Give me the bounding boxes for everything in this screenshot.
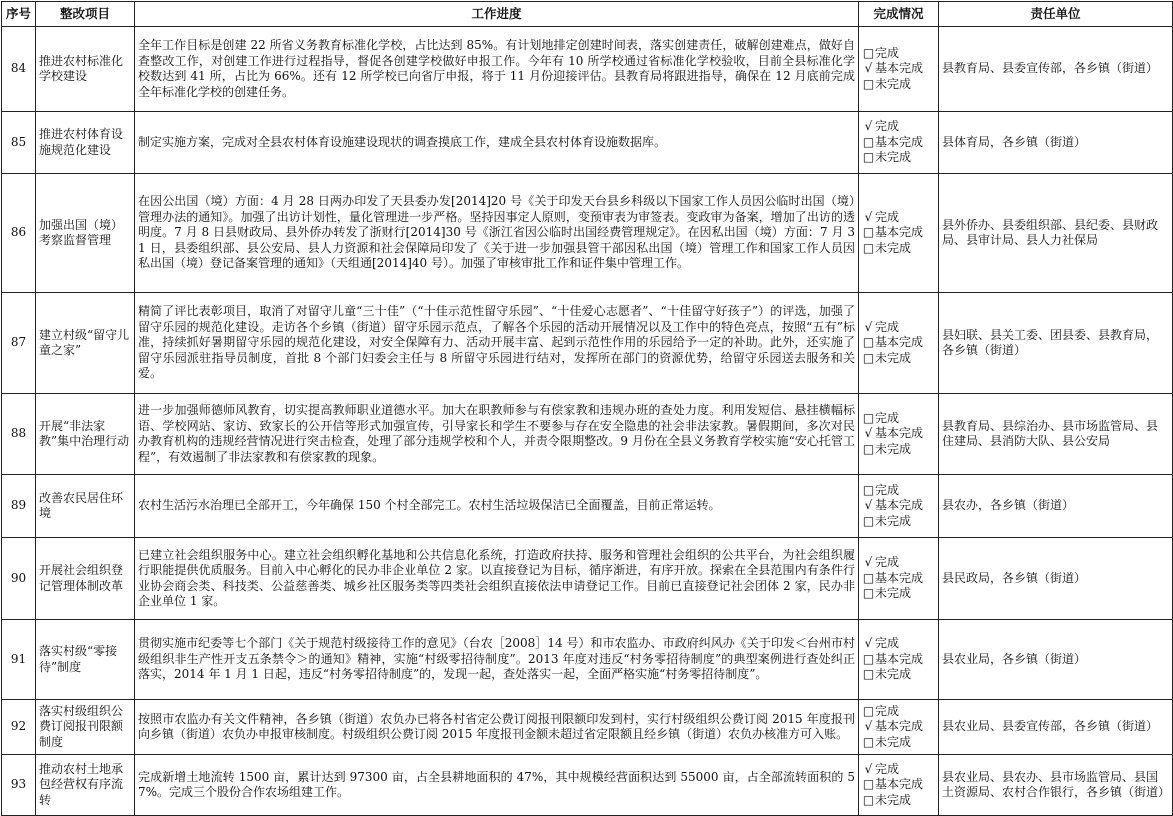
status-option <box>862 241 935 257</box>
status-option <box>862 652 935 668</box>
checkbox-icon: □ <box>862 667 875 682</box>
rectification-item: 推进农村标准化学校建设 <box>36 27 135 112</box>
status-option <box>862 135 935 151</box>
status-option-label: 基本完成 <box>875 570 924 585</box>
completion-status <box>859 394 939 475</box>
status-option-label: 完成 <box>875 761 900 776</box>
completion-status <box>859 293 939 394</box>
checkmark-icon: √ <box>864 761 873 776</box>
table-row <box>2 112 1173 174</box>
responsible-unit: 县教育局、县委宣传部，各乡镇（街道） <box>939 27 1173 112</box>
checkmark-icon: √ <box>864 209 873 224</box>
status-option <box>862 46 935 62</box>
responsible-unit: 县农业局、县委宣传部，各乡镇（街道） <box>939 700 1173 755</box>
rectification-item: 加强出国（境）考察监督管理 <box>36 174 135 293</box>
checkbox-icon: □ <box>862 410 875 425</box>
checkbox-icon: □ <box>862 513 875 528</box>
status-option <box>862 667 935 683</box>
table-row <box>2 475 1173 538</box>
row-number: 88 <box>2 394 36 475</box>
status-option-label: 基本完成 <box>875 61 924 76</box>
checkmark-icon: √ <box>864 61 873 76</box>
completion-status <box>859 620 939 700</box>
status-option <box>862 762 935 778</box>
status-option <box>862 320 935 336</box>
status-option-label: 未完成 <box>875 586 912 601</box>
status-option-label: 未完成 <box>875 441 912 456</box>
status-option-label: 基本完成 <box>875 426 924 441</box>
work-progress: 农村生活污水治理已全部开工，今年确保 150 个村全部完工。农村生活垃圾保洁已全面覆盖，目前正常运转。 <box>135 475 859 538</box>
row-number: 92 <box>2 700 36 755</box>
status-option-label: 基本完成 <box>875 777 924 792</box>
row-number: 84 <box>2 27 36 112</box>
work-progress: 精简了评比表彰项目，取消了对留守儿童“三十佳”（“十佳示范性留守乐园”、“十佳爱心志愿者”、“十佳留守好孩子”）的评选，加强了留守乐园的规范化建设。走访各个乡镇（街道）留守乐园示范点，了解各个乐园的活动开展情况以及工作中的特色亮点，按照“五有”标准，持续抓好暑期留守乐园的规范化建设，对安全保障有力、活动开展丰富、起到示范性作用的乐园给予一定的补助。此外，还实施了留守乐园派驻指导员制度，首批 8 个部门妇委会主任与 8 所留守乐园进行结对，发挥所在部门的资源优势，给留守乐园送去服务和关爱。 <box>135 293 859 394</box>
row-number: 93 <box>2 755 36 816</box>
responsible-unit: 县体育局，各乡镇（街道） <box>939 112 1173 174</box>
checkbox-icon: □ <box>862 350 875 365</box>
work-progress: 已建立社会组织服务中心。建立社会组织孵化基地和公共信息化系统，打造政府扶持、服务和管理社会组织的公共平台，为社会组织履行职能提供优质服务。目前入中心孵化的民办非企业单位 2 家。以直接登记为目标，循序渐进，有序开放。探索在全县范围内有条件行业协会商会类、科技类、公益慈善类、城乡社区服务类等四类社会组织直接依法申请登记工作。目前已直接登记社会团体 2 家，民办非企业单位 1 家。 <box>135 538 859 620</box>
rectification-item: 落实村级“零接待”制度 <box>36 620 135 700</box>
checkmark-icon: √ <box>864 636 873 651</box>
status-option-label: 未完成 <box>875 667 912 682</box>
work-progress: 制定实施方案，完成对全县农村体育设施建设现状的调查摸底工作，建成全县农村体育设施数据库。 <box>135 112 859 174</box>
status-option <box>862 119 935 135</box>
completion-status <box>859 700 939 755</box>
row-number: 91 <box>2 620 36 700</box>
work-progress: 贯彻实施市纪委等七个部门《关于规范村级接待工作的意见》（台农［2008］14 号）和市农监办、市政府纠风办《关于印发＜台州市村级组织非生产性开支五条禁令＞的通知》精神，实施“村级零招待制度”。2013 年度对违反“村务零招待制度”的典型案例进行查处纠正落实，2014 年 1 月 1 日起，违反“村务零招待制度”的，发现一起，查处落实一起，全面严格实施“村务零招待制度”。 <box>135 620 859 700</box>
status-option-label: 基本完成 <box>875 651 924 666</box>
status-option-label: 完成 <box>875 209 900 224</box>
status-option <box>862 735 935 751</box>
status-option <box>862 571 935 587</box>
header-unit: 责任单位 <box>939 2 1173 27</box>
checkbox-icon: □ <box>862 586 875 601</box>
completion-status <box>859 27 939 112</box>
status-option <box>862 77 935 93</box>
status-option-label: 未完成 <box>875 150 912 165</box>
completion-status <box>859 538 939 620</box>
checkmark-icon: √ <box>864 319 873 334</box>
checkbox-icon: □ <box>862 134 875 149</box>
status-option-label: 基本完成 <box>875 719 924 734</box>
header-status: 完成情况 <box>859 2 939 27</box>
checkbox-icon: □ <box>862 570 875 585</box>
rectification-item: 建立村级“留守儿童之家” <box>36 293 135 394</box>
completion-status <box>859 755 939 816</box>
table-row <box>2 27 1173 112</box>
row-number: 89 <box>2 475 36 538</box>
status-option <box>862 442 935 458</box>
checkmark-icon: √ <box>864 555 873 570</box>
responsible-unit: 县农业局、县农办、县市场监管局、县国土资源局、农村合作银行，各乡镇（街道） <box>939 755 1173 816</box>
checkbox-icon: □ <box>862 792 875 807</box>
status-option <box>862 150 935 166</box>
row-number: 85 <box>2 112 36 174</box>
status-option-label: 基本完成 <box>875 134 924 149</box>
status-option <box>862 426 935 442</box>
checkbox-icon: □ <box>862 651 875 666</box>
rectification-item: 推进农村体育设施规范化建设 <box>36 112 135 174</box>
rectification-item: 开展社会组织登记管理体制改革 <box>36 538 135 620</box>
status-option <box>862 555 935 571</box>
checkbox-icon: □ <box>862 225 875 240</box>
status-option-label: 未完成 <box>875 240 912 255</box>
table-row <box>2 293 1173 394</box>
status-option <box>862 514 935 530</box>
checkbox-icon: □ <box>862 777 875 792</box>
checkbox-icon: □ <box>862 150 875 165</box>
status-option <box>862 411 935 427</box>
rectification-table <box>1 1 1173 816</box>
checkbox-icon: □ <box>862 45 875 60</box>
status-option <box>862 498 935 514</box>
checkbox-icon: □ <box>862 335 875 350</box>
status-option <box>862 793 935 809</box>
status-option <box>862 719 935 735</box>
status-option <box>862 210 935 226</box>
status-option-label: 完成 <box>875 636 900 651</box>
work-progress: 进一步加强师德师风教育，切实提高教师职业道德水平。加大在职教师参与有偿家教和违规办班的查处力度。利用发短信、悬挂横幅标语、学校网站、家访、致家长的公开信等形式加强宣传，引导家长和学生不要参与存在安全隐患的社会非法家教。暑假期间，多次对民办教育机构的违规经营情况进行突击检查，处理了部分违规学校和个人，并责令限期整改。9 月份在全县义务教育学校实施“安心托管工程”，有效遏制了非法家教和有偿家教的现象。 <box>135 394 859 475</box>
status-option <box>862 636 935 652</box>
completion-status <box>859 112 939 174</box>
checkmark-icon: √ <box>864 498 873 513</box>
status-option-label: 完成 <box>875 45 900 60</box>
status-option <box>862 483 935 499</box>
status-option <box>862 704 935 720</box>
status-option <box>862 586 935 602</box>
checkbox-icon: □ <box>862 441 875 456</box>
work-progress: 按照市农监办有关文件精神，各乡镇（街道）农负办已将各村省定公费订阅报刊限额印发到村，实行村级组织公费订阅 2015 年度报刊向乡镇（街道）农负办申报审核制度。村级组织公费订阅 2015 年度报刊金额未超过省定限额且经乡镇（街道）农负办核准方可入账。 <box>135 700 859 755</box>
status-option-label: 未完成 <box>875 513 912 528</box>
header-item: 整改项目 <box>36 2 135 27</box>
status-option <box>862 225 935 241</box>
rectification-item: 改善农民居住环境 <box>36 475 135 538</box>
responsible-unit: 县农办，各乡镇（街道） <box>939 475 1173 538</box>
table-row <box>2 174 1173 293</box>
checkmark-icon: √ <box>864 426 873 441</box>
work-progress: 在因公出国（境）方面：4 月 28 日两办印发了天县委办发[2014]20 号《关于印发天台县乡科级以下国家工作人员因公临时出国（境）管理办法的通知》。加强了出访计划性，量化管理进一步严格。坚持因事定人原则，变预审表为审签表。变政审为备案，增加了出访的透明度。7 月 8 日县财政局、县外侨办转发了浙财行[2014]30 号《浙江省因公临时出国经费管理规定》。在因私出国（境）方面：7 月 31 日，县委组织部、县公安局、县人力资源和社会保障局印发了《关于进一步加强县管干部因私出国（境）管理工作和国家工作人员因私出国（境）登记备案管理的通知》（天组通[2014]40 号）。加强了审核审批工作和证件集中管理工作。 <box>135 174 859 293</box>
status-option-label: 完成 <box>875 319 900 334</box>
row-number: 87 <box>2 293 36 394</box>
responsible-unit: 县外侨办、县委组织部、县纪委、县财政局、县审计局、县人力社保局 <box>939 174 1173 293</box>
rectification-item: 开展“非法家教”集中治理行动 <box>36 394 135 475</box>
table-row <box>2 394 1173 475</box>
status-option-label: 完成 <box>875 119 900 134</box>
table-row <box>2 620 1173 700</box>
checkbox-icon: □ <box>862 482 875 497</box>
row-number: 86 <box>2 174 36 293</box>
status-option-label: 未完成 <box>875 350 912 365</box>
status-option-label: 基本完成 <box>875 225 924 240</box>
table-row <box>2 755 1173 816</box>
responsible-unit: 县教育局、县综治办、县市场监管局、县住建局、县消防大队、县公安局 <box>939 394 1173 475</box>
header-progress: 工作进度 <box>135 2 859 27</box>
completion-status <box>859 475 939 538</box>
work-progress: 全年工作目标是创建 22 所省义务教育标准化学校，占比达到 85%。有计划地排定创建时间表，落实创建责任，破解创建难点，做好自查整改工作，对创建工作进行过程指导，督促各创建学校做好申报工作。今年有 10 所学校通过省标准化学校验收，目前全县标准化学校数达到 41 所，占比为 66%。还有 12 所学校已向省厅申报，将于 11 月份迎接评估。县教育局将跟进指导，确保在 12 月底前完成全年标准化学校的创建任务。 <box>135 27 859 112</box>
row-number: 90 <box>2 538 36 620</box>
status-option-label: 基本完成 <box>875 335 924 350</box>
status-option-label: 未完成 <box>875 792 912 807</box>
responsible-unit: 县民政局，各乡镇（街道） <box>939 538 1173 620</box>
status-option-label: 完成 <box>875 410 900 425</box>
checkbox-icon: □ <box>862 76 875 91</box>
rectification-item: 落实村级组织公费订阅报刊限额制度 <box>36 700 135 755</box>
checkbox-icon: □ <box>862 703 875 718</box>
responsible-unit: 县农业局，各乡镇（街道） <box>939 620 1173 700</box>
checkmark-icon: √ <box>864 119 873 134</box>
completion-status <box>859 174 939 293</box>
status-option-label: 完成 <box>875 482 900 497</box>
table-row <box>2 538 1173 620</box>
status-option-label: 完成 <box>875 555 900 570</box>
status-option <box>862 335 935 351</box>
status-option <box>862 61 935 77</box>
status-option-label: 未完成 <box>875 734 912 749</box>
checkmark-icon: √ <box>864 719 873 734</box>
header-no: 序号 <box>2 2 36 27</box>
responsible-unit: 县妇联、县关工委、团县委、县教育局，各乡镇（街道） <box>939 293 1173 394</box>
status-option-label: 基本完成 <box>875 498 924 513</box>
status-option <box>862 351 935 367</box>
status-option-label: 未完成 <box>875 76 912 91</box>
table-row <box>2 700 1173 755</box>
checkbox-icon: □ <box>862 240 875 255</box>
table-header-row <box>2 2 1173 27</box>
status-option <box>862 777 935 793</box>
rectification-item: 推动农村土地承包经营权有序流转 <box>36 755 135 816</box>
status-option-label: 完成 <box>875 703 900 718</box>
work-progress: 完成新增土地流转 1500 亩，累计达到 97300 亩，占全县耕地面积的 47%，其中规模经营面积达到 55000 亩，占全部流转面积的 57%。完成三个股份合作农场组建工作。 <box>135 755 859 816</box>
checkbox-icon: □ <box>862 734 875 749</box>
